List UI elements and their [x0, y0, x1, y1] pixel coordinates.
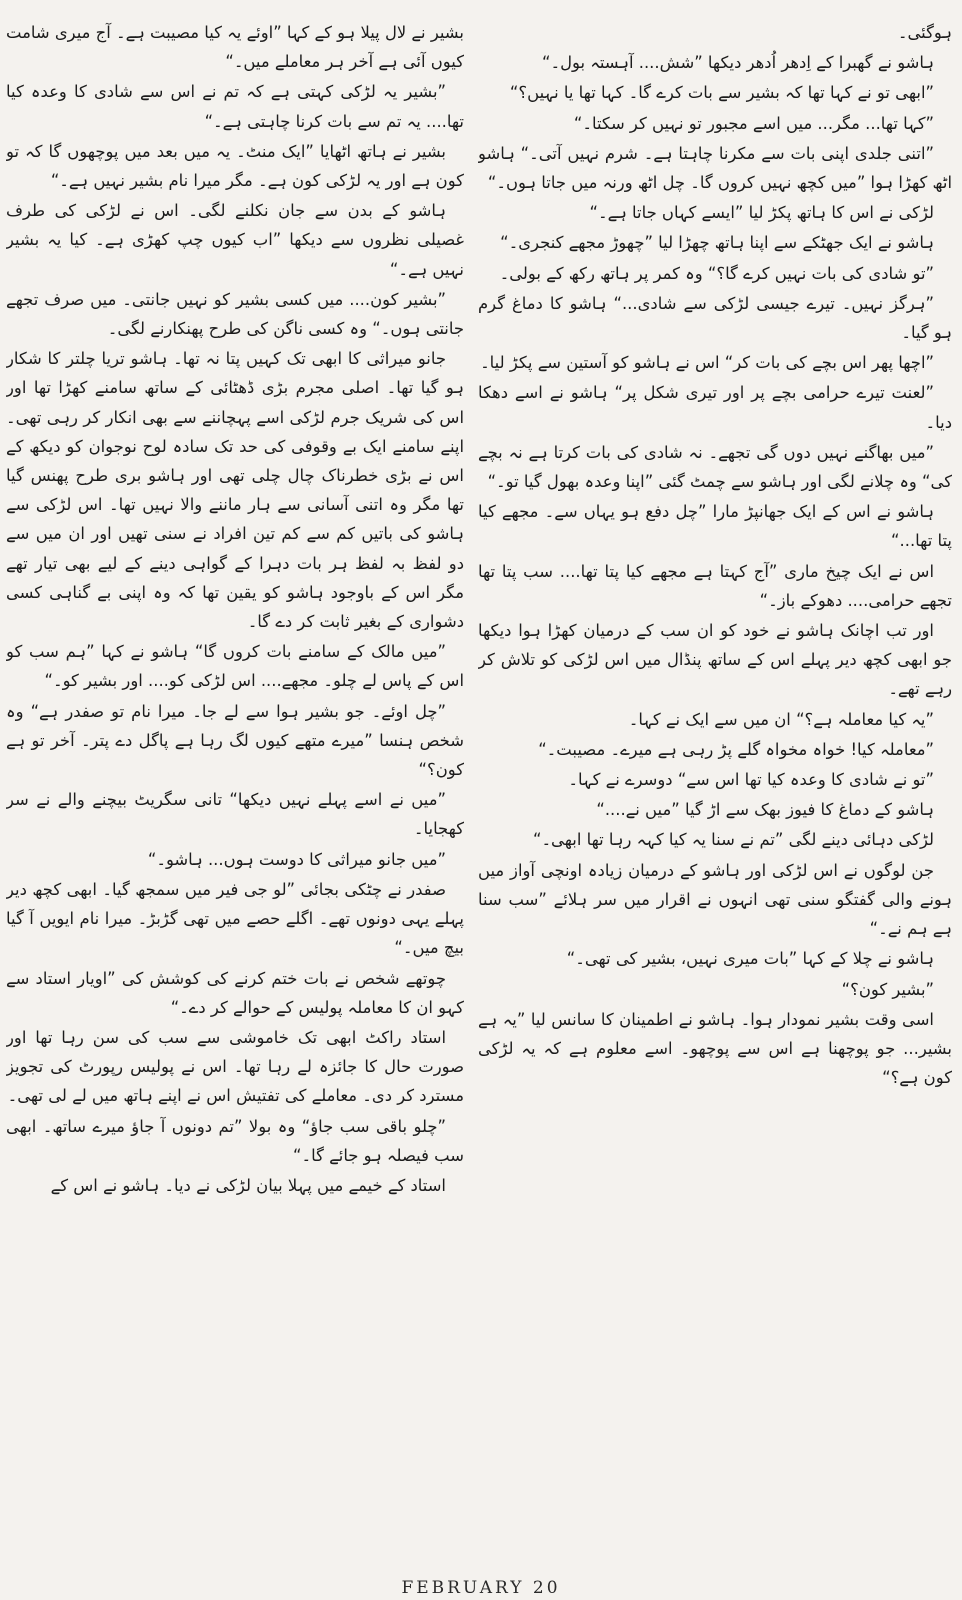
paragraph: اور تب اچانک ہاشو نے خود کو ان سب کے درمیان کھڑا ہوا دیکھا جو ابھی کچھ دیر پہلے اس کے ساتھ پنڈال میں اس لڑکی کو تلاش کر رہے تھے۔: [478, 621, 952, 699]
paragraph: ”لعنت تیرے حرامی بچے پر اور تیری شکل پر“ ہاشو نے اسے دھکا دیا۔: [478, 383, 952, 432]
paragraph: صفدر نے چٹکی بجائی ”لو جی فیر میں سمجھ گیا۔ ابھی کچھ دیر پہلے یہی دونوں تھے۔ اگلے حصے میں تھی گڑبڑ۔ میرا نام ایویں آ گیا بیچ میں۔“: [6, 879, 464, 958]
paragraph: بشیر نے ہاتھ اٹھایا ”ایک منٹ۔ یہ میں بعد میں پوچھوں گا کہ تو کون ہے اور یہ لڑکی کون ہے۔ مگر میرا نام بشیر نہیں ہے۔“: [6, 141, 464, 191]
paragraph: ”تو نے شادی کا وعدہ کیا تھا اس سے“ دوسرے نے کہا۔: [568, 770, 934, 790]
paragraph: ”کہا تھا... مگر... میں اسے مجبور تو نہیں کر سکتا۔“: [573, 113, 934, 133]
paragraph: ”بشیر یہ لڑکی کہتی ہے کہ تم نے اس سے شادی کا وعدہ کیا تھا.... یہ تم سے بات کرنا چاہتی ہے۔“: [6, 82, 464, 131]
paragraph: ہاشو کے دماغ کا فیوز بھک سے اڑ گیا ”میں نے....“: [596, 800, 934, 820]
paragraph: جن لوگوں نے اس لڑکی اور ہاشو کے درمیان زیادہ اونچی آواز میں ہونے والی گفتگو سنی تھی انہوں نے اقرار میں سر ہلائے ”سب سنا ہے ہم نے۔“: [478, 860, 952, 939]
paragraph: ”تو شادی کی بات نہیں کرے گا؟“ وہ کمر پر ہاتھ رکھ کے بولی۔: [499, 263, 934, 283]
paragraph: ”میں بھاگنے نہیں دوں گی تجھے۔ نہ شادی کی بات کرتا ہے نہ بچے کی“ وہ چلانے لگی اور ہاشو سے چمٹ گئی ”اپنا وعدہ بھول گیا تو۔“: [478, 442, 952, 492]
page-footer: FEBRUARY 20: [401, 1578, 561, 1598]
paragraph: ہوگئی۔: [897, 23, 952, 42]
paragraph: ہاشو کے بدن سے جان نکلنے لگی۔ اس نے لڑکی کی طرف غصیلی نظروں سے دیکھا ”اب کیوں چپ کھڑی ہے۔ کیا یہ بشیر نہیں ہے۔“: [6, 201, 464, 279]
paragraph: ”ہرگز نہیں۔ تیرے جیسی لڑکی سے شادی...“ ہاشو کا دماغ گرم ہو گیا۔: [478, 293, 952, 343]
paragraph: ”میں نے اسے پہلے نہیں دیکھا“ تانی سگریٹ بیچنے والے نے سر کھجایا۔: [6, 790, 464, 839]
paragraph: ہاشو نے گھبرا کے اِدھر اُدھر دیکھا ”شش.... آہستہ بول۔“: [541, 53, 934, 73]
paragraph: ہاشو نے ایک جھٹکے سے اپنا ہاتھ چھڑا لیا ”چھوڑ مجھے کنجری۔“: [500, 233, 934, 253]
paragraph: لڑکی نے اس کا ہاتھ پکڑ لیا ”ایسے کہاں جاتا ہے۔“: [589, 203, 934, 223]
paragraph: ”چل اوئے۔ جو بشیر ہوا سے لے جا۔ میرا نام تو صفدر ہے“ وہ شخص ہنسا ”میرے متھے کیوں لگ رہا ہے پاگل دے پتر۔ آخر تو ہے کون؟“: [6, 701, 464, 780]
paragraph: ”بشیر کون؟“: [841, 979, 934, 999]
paragraph: ”میں جانو میراثی کا دوست ہوں... ہاشو۔“: [147, 849, 446, 869]
paragraph: جانو میراثی کا ابھی تک کہیں پتا نہ تھا۔ ہاشو تریا چلتر کا شکار ہو گیا تھا۔ اصلی مجرم بڑی ڈھٹائی کے ساتھ سامنے کھڑا تھا اور اس کی شریک جرم لڑکی اسے پہچاننے سے بھی انکار کر رہی تھی۔ اپنے سامنے ایک بے وقوفی کی حد تک سادہ لوح نوجوان کو دیکھ کے اس نے بڑی خطرناک چال چلی تھی اور ہاشو بری طرح پھنس گیا تھا مگر وہ اتنی آسانی سے ہار ماننے والا نہیں تھا۔ اس لڑکی سے ہاشو کی باتیں کم سے کم تین افراد نے سنی تھیں اور ان میں سے دو لفظ بہ لفظ ہر بات دہرا کے گواہی دینے کے لیے بھی تیار تھے مگر اس کے باوجود ہاشو کو یقین تھا کہ وہ اپنی بے گناہی کسی دشواری کے بغیر ثابت کر دے گا۔: [6, 349, 464, 632]
paragraph: ”چلو باقی سب جاؤ“ وہ بولا ”تم دونوں آ جاؤ میرے ساتھ۔ ابھی سب فیصلہ ہو جائے گا۔“: [6, 1116, 464, 1165]
paragraph: اس نے ایک چیخ ماری ”آج کہتا ہے مجھے کیا پتا تھا.... سب پتا تھا تجھے حرامی.... دھوکے باز۔“: [478, 561, 952, 610]
paragraph: ”ابھی تو نے کہا تھا کہ بشیر سے بات کرے گا۔ کہا تھا یا نہیں؟“: [509, 83, 934, 103]
paragraph: اسی وقت بشیر نمودار ہوا۔ ہاشو نے اطمینان کا سانس لیا ”یہ ہے بشیر... جو پوچھنا ہے اس سے پوچھو۔ اسے معلوم ہے کہ یہ لڑکی کون ہے؟“: [478, 1009, 952, 1088]
paragraph: ہاشو نے اس کے ایک جھانپڑ مارا ”چل دفع ہو یہاں سے۔ مجھے کیا پتا تھا...“: [478, 502, 952, 551]
paragraph: ”بشیر کون.... میں کسی بشیر کو نہیں جانتی۔ میں صرف تجھے جانتی ہوں۔“ وہ کسی ناگن کی طرح پھنکارنے لگی۔: [6, 289, 464, 339]
left-text-column: [6, 18, 464, 1554]
paragraph: ”اتنی جلدی اپنی بات سے مکرنا چاہتا ہے۔ شرم نہیں آتی۔“ ہاشو اٹھ کھڑا ہوا ”میں کچھ نہیں کروں گا۔ چل اٹھ ورنہ میں جاتا ہوں۔“: [478, 143, 952, 193]
paragraph: چوتھے شخص نے بات ختم کرنے کی کوشش کی ”اویار استاد سے کہو ان کا معاملہ پولیس کے حوالے کر دے۔“: [6, 968, 464, 1017]
paragraph: استاد راکٹ ابھی تک خاموشی سے سب کی سن رہا تھا اور صورت حال کا جائزہ لے رہا تھا۔ اس نے پولیس رپورٹ کی تجویز مسترد کر دی۔ معاملے کی تفتیش اس نے اپنے ہاتھ میں لے لی تھی۔: [6, 1027, 464, 1106]
paragraph: ”معاملہ کیا! خواہ مخواہ گلے پڑ رہی ہے میرے۔ مصیبت۔“: [538, 739, 934, 759]
paragraph: استاد کے خیمے میں پہلا بیان لڑکی نے دیا۔ ہاشو نے اس کے: [50, 1175, 446, 1195]
paragraph: ”میں مالک کے سامنے بات کروں گا“ ہاشو نے کہا ”ہم سب کو اس کے پاس لے چلو۔ مجھے.... اس لڑکی کو.... اور بشیر کو۔“: [6, 642, 464, 691]
paragraph: ہاشو نے چلا کے کہا ”بات میری نہیں، بشیر کی تھی۔“: [566, 949, 934, 969]
right-text-column: [478, 18, 952, 1554]
paragraph: ”یہ کیا معاملہ ہے؟“ ان میں سے ایک نے کہا۔: [628, 709, 934, 729]
paragraph: بشیر نے لال پیلا ہو کے کہا ”اوئے یہ کیا مصیبت ہے۔ آج میری شامت کیوں آئی ہے آخر ہر معاملے میں۔“: [6, 23, 464, 72]
paragraph: ”اچھا پھر اس بچے کی بات کر“ اس نے ہاشو کو آستین سے پکڑ لیا۔: [480, 353, 934, 373]
paragraph: لڑکی دہائی دینے لگی ”تم نے سنا یہ کیا کہہ رہا تھا ابھی۔“: [532, 830, 934, 850]
